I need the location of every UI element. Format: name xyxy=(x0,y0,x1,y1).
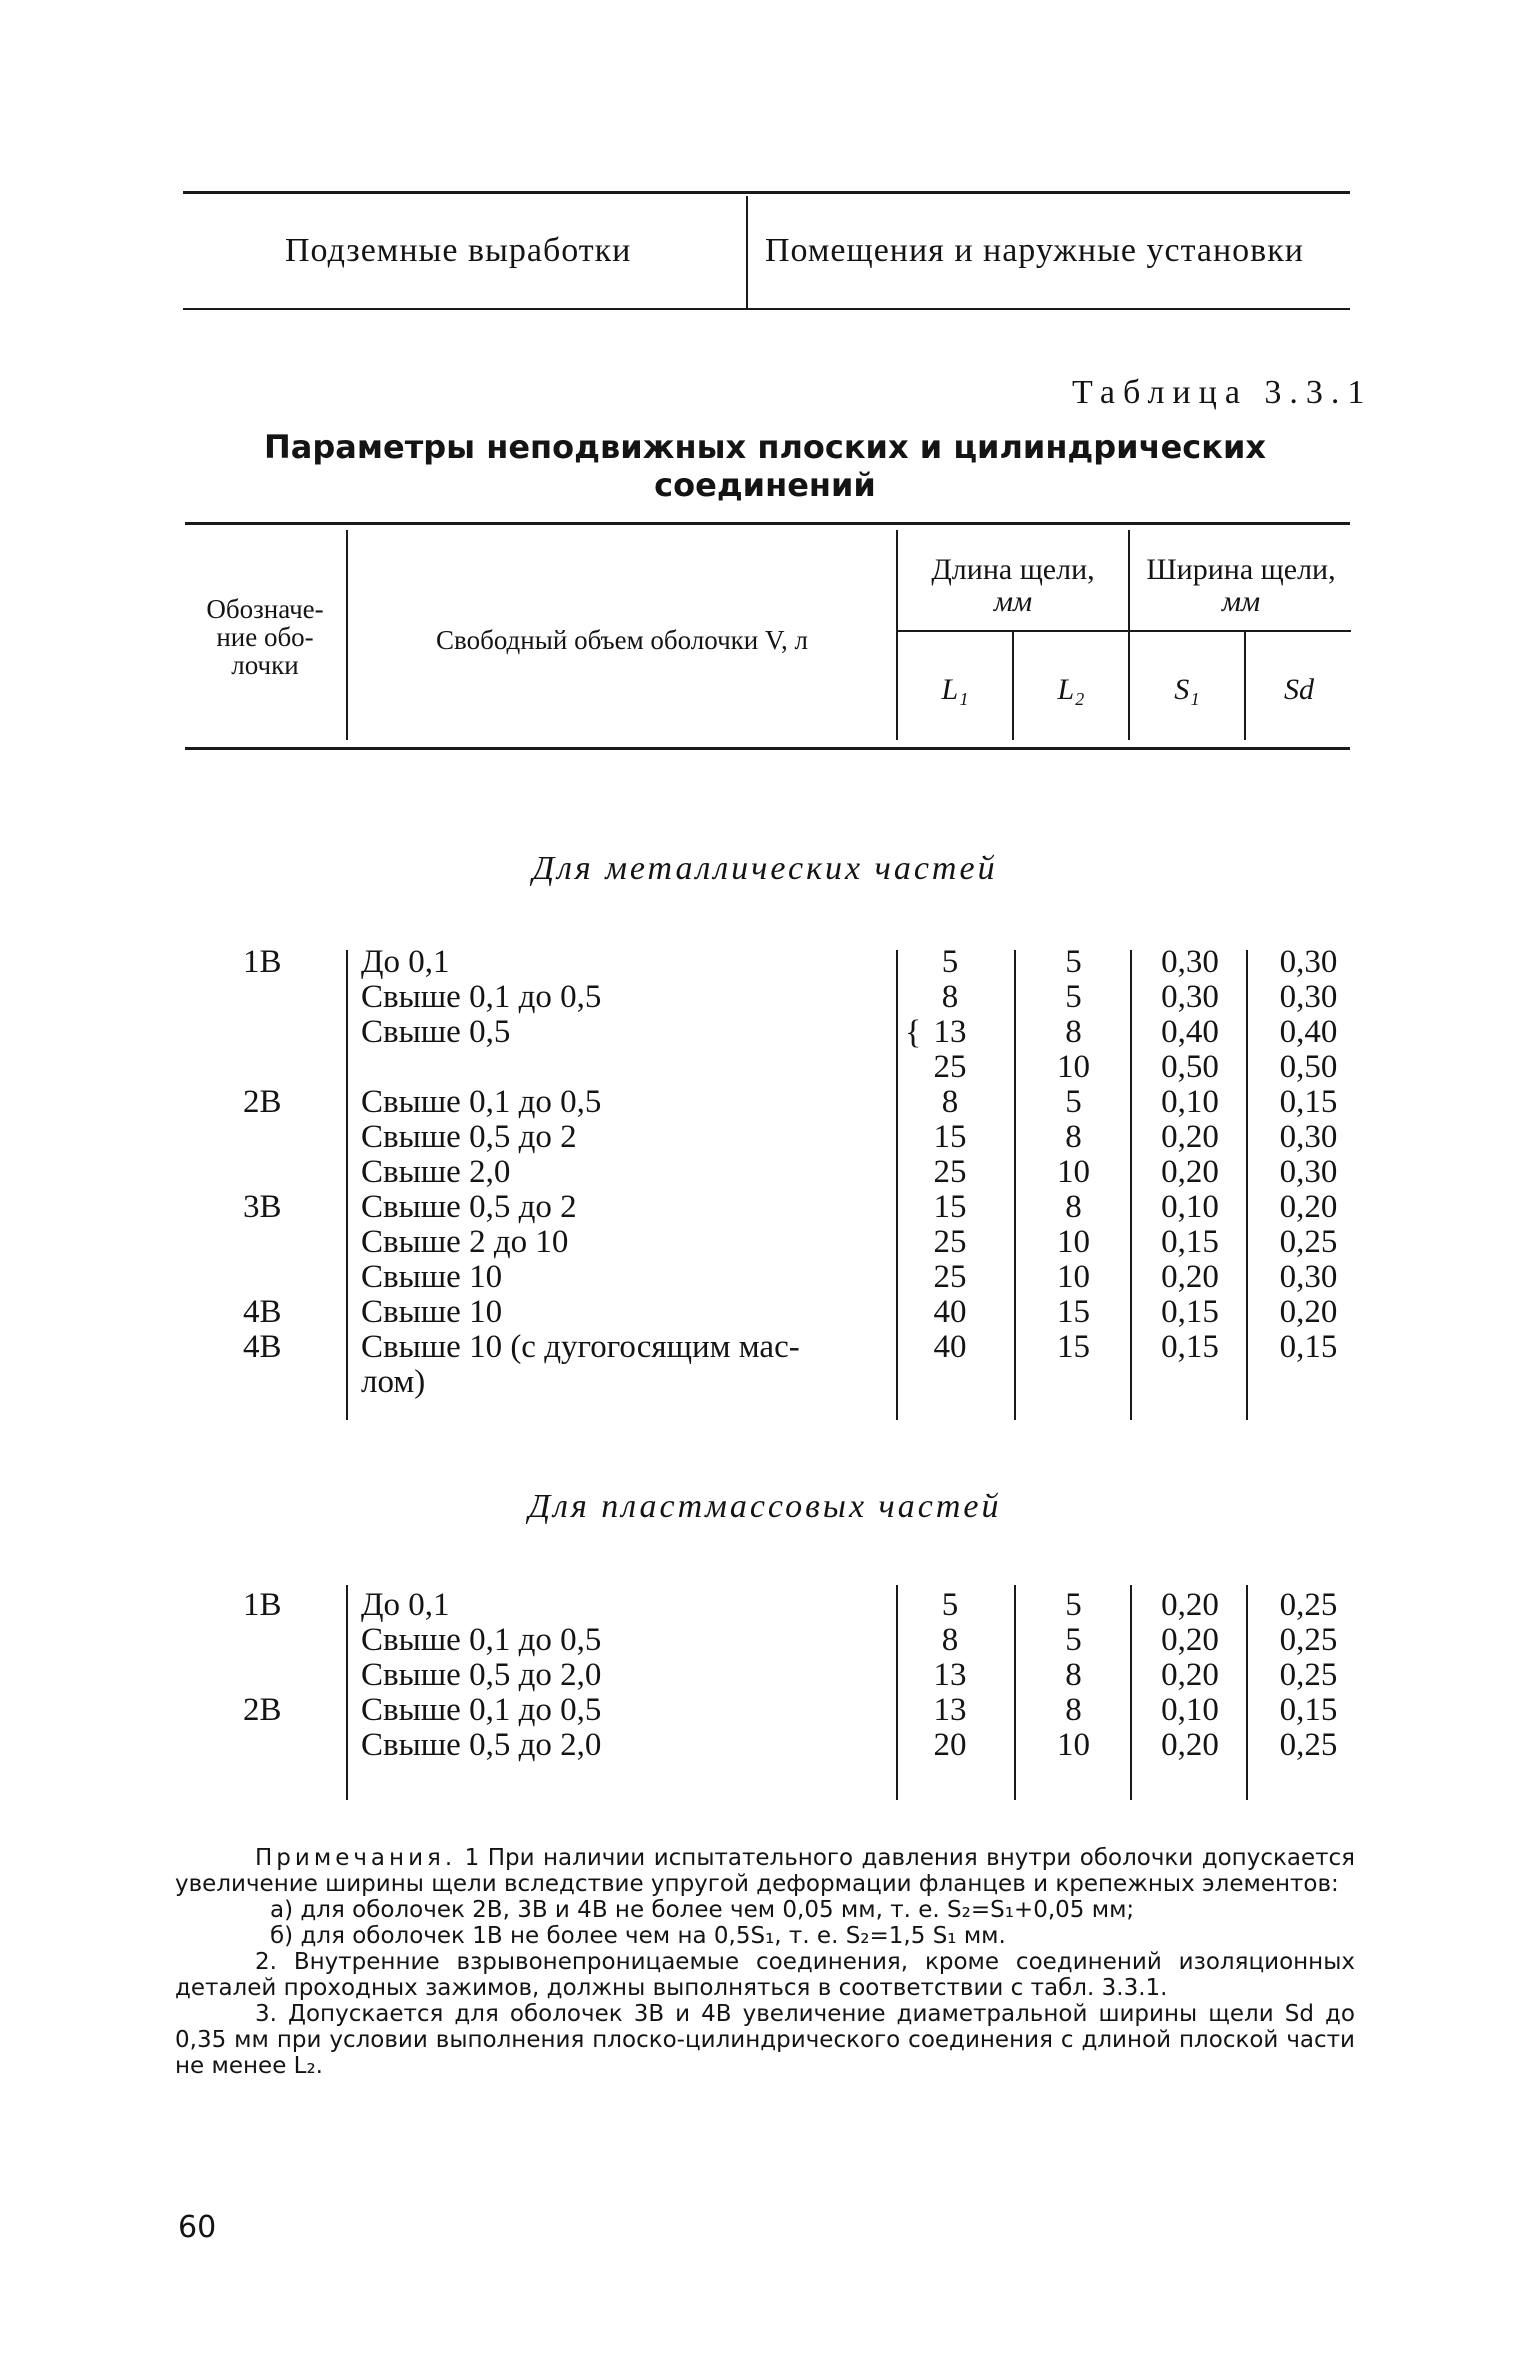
header-l2: L₂ xyxy=(1057,673,1085,706)
brace-top: { xyxy=(905,1014,922,1051)
table-row: Свыше 10 25 10 0,20 0,30 xyxy=(361,1259,1338,1295)
table-row: Свыше 0,5 13 8 0,40 0,40 xyxy=(361,1014,1338,1050)
note-1b: б) для оболочек 1В не более чем на 0,5S₁, т. е. S₂=1,5 S₁ мм. xyxy=(270,1923,1006,1949)
table-number: Таблица 3.3.1 xyxy=(1072,374,1373,411)
header-length: Длина щели, мм xyxy=(931,553,1095,618)
table-row: 3В Свыше 0,5 до 2 15 8 0,10 0,20 xyxy=(243,1189,1338,1225)
table-row: 4В Свыше 10 40 15 0,15 0,20 xyxy=(243,1294,1338,1330)
header-l1: L₁ xyxy=(941,673,969,706)
table-row: Свыше 0,5 до 2,0 20 10 0,20 0,25 xyxy=(361,1727,1338,1763)
running-header-left: Подземные выработки xyxy=(285,232,632,269)
header-divider xyxy=(746,196,748,308)
table-row: Свыше 2,0 25 10 0,20 0,30 xyxy=(361,1154,1338,1190)
table-title-line1: Параметры неподвижных плоских и цилиндрических xyxy=(263,428,1267,466)
note-2: 2. Внутренние взрывонепроницаемые соединения, кроме соединений изоляционных деталей проходных зажимов, должны выполняться в соответствии с табл. 3.3.1. xyxy=(175,1949,1355,2001)
table-row: Свыше 0,1 до 0,5 8 5 0,30 0,30 xyxy=(361,979,1338,1015)
page-number: 60 xyxy=(178,2210,217,2245)
table-row: 1В До 0,1 5 5 0,20 0,25 xyxy=(243,1587,1338,1623)
note-1a: а) для оболочек 2В, 3В и 4В не более чем 0,05 мм, т. е. S₂=S₁+0,05 мм; xyxy=(270,1897,1135,1923)
note-3: 3. Допускается для оболочек 3В и 4В увеличение диаметральной ширины щели Sd до 0,35 мм при условии выполнения плоско-цилиндрического соединения с длиной плоской части не менее L₂. xyxy=(175,2001,1355,2079)
header-volume: Свободный объем оболочки V, л xyxy=(436,625,808,655)
running-header-right: Помещения и наружные установки xyxy=(765,232,1304,269)
section-title-plastic: Для пластмассовых частей xyxy=(528,1488,1002,1525)
header-s1: S₁ xyxy=(1174,673,1200,706)
subheader-rule xyxy=(896,630,1351,632)
header-code: Обозначе- ние обо- лочки xyxy=(206,594,324,680)
notes-block xyxy=(175,1845,1355,2079)
table-header-bottom-rule xyxy=(185,747,1350,750)
table-row: 25 10 0,50 0,50 xyxy=(933,1049,1338,1085)
table-row: 2В Свыше 0,1 до 0,5 8 5 0,10 0,15 xyxy=(243,1084,1338,1120)
note-1: Примечания. 1 При наличии испытательного давления внутри оболочки допускается увеличение ширины щели вследствие упругой деформации фланцев и крепежных элементов: xyxy=(175,1845,1355,1897)
table-top-rule xyxy=(185,522,1350,525)
table-row: лом) xyxy=(361,1364,426,1400)
table-row: 4В Свыше 10 (с дугогосящим мас- 40 15 0,15 0,15 xyxy=(243,1329,1338,1365)
table-row: 2В Свыше 0,1 до 0,5 13 8 0,10 0,15 xyxy=(243,1692,1338,1728)
header-top-rule xyxy=(183,191,1350,194)
notes-heading: Примечания. xyxy=(255,1845,457,1871)
table-row: 1В До 0,1 5 5 0,30 0,30 xyxy=(243,944,1338,980)
table-title-line2: соединений xyxy=(654,466,876,504)
header-bottom-rule xyxy=(183,308,1350,310)
section-title-metal: Для металлических частей xyxy=(532,850,998,887)
header-width: Ширина щели, мм xyxy=(1146,553,1336,618)
header-sd: Sd xyxy=(1284,673,1314,706)
table-row: Свыше 0,1 до 0,5 8 5 0,20 0,25 xyxy=(361,1622,1338,1658)
table-row: Свыше 2 до 10 25 10 0,15 0,25 xyxy=(361,1224,1338,1260)
table-row: Свыше 0,5 до 2 15 8 0,20 0,30 xyxy=(361,1119,1338,1155)
table-row: Свыше 0,5 до 2,0 13 8 0,20 0,25 xyxy=(361,1657,1338,1693)
